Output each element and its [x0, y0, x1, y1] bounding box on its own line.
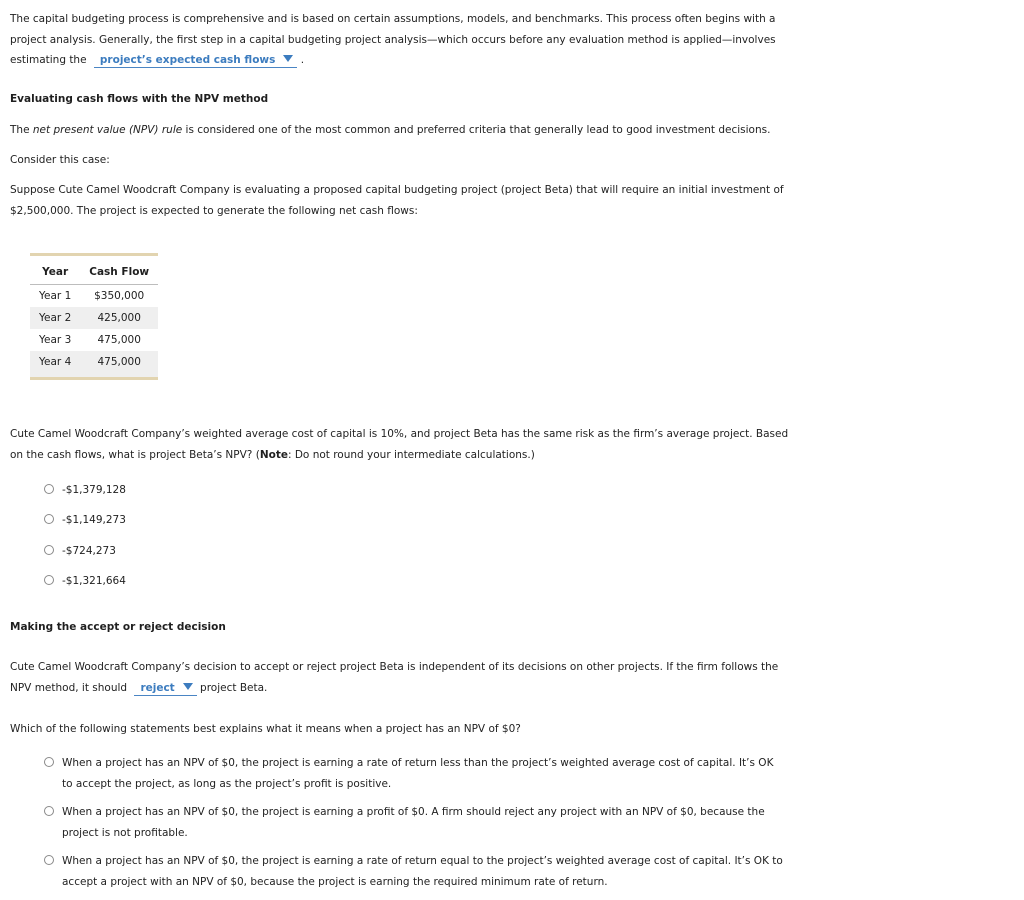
chevron-down-icon: [183, 683, 193, 690]
radio-button[interactable]: [44, 855, 54, 865]
option-label: -$1,321,664: [62, 575, 126, 587]
radio-button[interactable]: [44, 806, 54, 816]
npv-rule-suffix: is considered one of the most common and preferred criteria that generally lead to good investment decisions.: [182, 124, 771, 136]
row-year: Year 3: [39, 334, 72, 346]
radio-button[interactable]: [44, 757, 54, 767]
cash-flow-dropdown-value: project’s expected cash flows: [99, 54, 276, 66]
chevron-down-icon: [283, 55, 293, 62]
npv-question: [10, 424, 800, 465]
npv-question-text: Cute Camel Woodcraft Company’s weighted average cost of capital is 10%, and project Beta has the same risk as the firm’s average project. Based on the cash flows, what is project Beta’s NPV? (: [10, 428, 789, 461]
radio-button[interactable]: [44, 575, 54, 585]
cash-flow-dropdown[interactable]: [94, 53, 297, 68]
npv-rule-term: net present value (NPV) rule: [32, 124, 183, 136]
header-cash-flow: Cash Flow: [80, 255, 158, 285]
option-label: When a project has an NPV of $0, the project is earning a rate of return equal to the project’s weighted average cost of capital. It’s OK to accept a project with an NPV of $0, because the project is earning the required minimum rate of return.: [62, 855, 783, 888]
radio-button[interactable]: [44, 545, 54, 555]
case-paragraph: Suppose Cute Camel Woodcraft Company is evaluating a proposed capital budgeting project (project Beta) that will require an initial investment of $2,500,000. The project is expected to generate the following net cash flows:: [10, 184, 784, 217]
note-label: Note: [259, 448, 288, 461]
decision-dropdown-value: reject: [140, 681, 175, 694]
row-cash-flow: $350,000: [94, 290, 145, 302]
radio-button[interactable]: [44, 514, 54, 524]
table-row: [30, 307, 158, 329]
section-heading-npv: Evaluating cash flows with the NPV method: [10, 93, 269, 105]
row-year: Year 1: [39, 290, 72, 302]
zero-npv-option-3[interactable]: [44, 851, 784, 892]
section-heading-decision: Making the accept or reject decision: [10, 621, 226, 633]
npv-rule-paragraph: [10, 120, 800, 141]
option-label: When a project has an NPV of $0, the project is earning a profit of $0. A firm should reject any project with an NPV of $0, because the project is not profitable.: [62, 806, 765, 839]
intro-paragraph: [10, 9, 800, 71]
decision-end: project Beta.: [196, 681, 268, 694]
intro-text: The capital budgeting process is comprehensive and is based on certain assumptions, models, and benchmarks. This process often begins with a project analysis. Generally, the first step in a capital budgeting project analysis—which occurs before any evaluation method is applied—involves estimating the: [10, 13, 776, 66]
decision-paragraph: [10, 657, 800, 698]
cash-flow-table: [30, 253, 158, 380]
table-header-row: [30, 255, 158, 285]
consider-text: Consider this case:: [10, 154, 110, 166]
row-year: Year 4: [30, 351, 80, 379]
option-label: When a project has an NPV of $0, the project is earning a rate of return less than the project’s weighted average cost of capital. It’s OK to accept the project, as long as the project’s profit is positive.: [62, 757, 774, 790]
decision-dropdown[interactable]: [134, 681, 196, 696]
option-label: -$1,149,273: [62, 514, 126, 526]
radio-button[interactable]: [44, 484, 54, 494]
table-row: [30, 285, 158, 308]
table-row: [30, 329, 158, 351]
zero-npv-option-2[interactable]: [44, 802, 784, 843]
row-cash-flow: 475,000: [97, 334, 141, 346]
row-year: Year 2: [30, 307, 80, 329]
npv-question-note: : Do not round your intermediate calculations.): [287, 448, 535, 461]
option-label: -$1,379,128: [62, 484, 126, 496]
row-cash-flow: 475,000: [80, 351, 158, 379]
row-cash-flow: 425,000: [80, 307, 158, 329]
decision-text: Cute Camel Woodcraft Company’s decision to accept or reject project Beta is independent of its decisions on other projects. If the firm follows the NPV method, it should: [10, 661, 779, 694]
header-year: Year: [30, 255, 80, 285]
npv-rule-prefix: The: [10, 124, 33, 136]
zero-npv-question: Which of the following statements best explains what it means when a project has an NPV of $0?: [10, 723, 521, 735]
zero-npv-option-1[interactable]: [44, 753, 784, 794]
intro-end: .: [300, 54, 305, 66]
table-row: [30, 351, 158, 379]
option-label: -$724,273: [62, 545, 116, 557]
